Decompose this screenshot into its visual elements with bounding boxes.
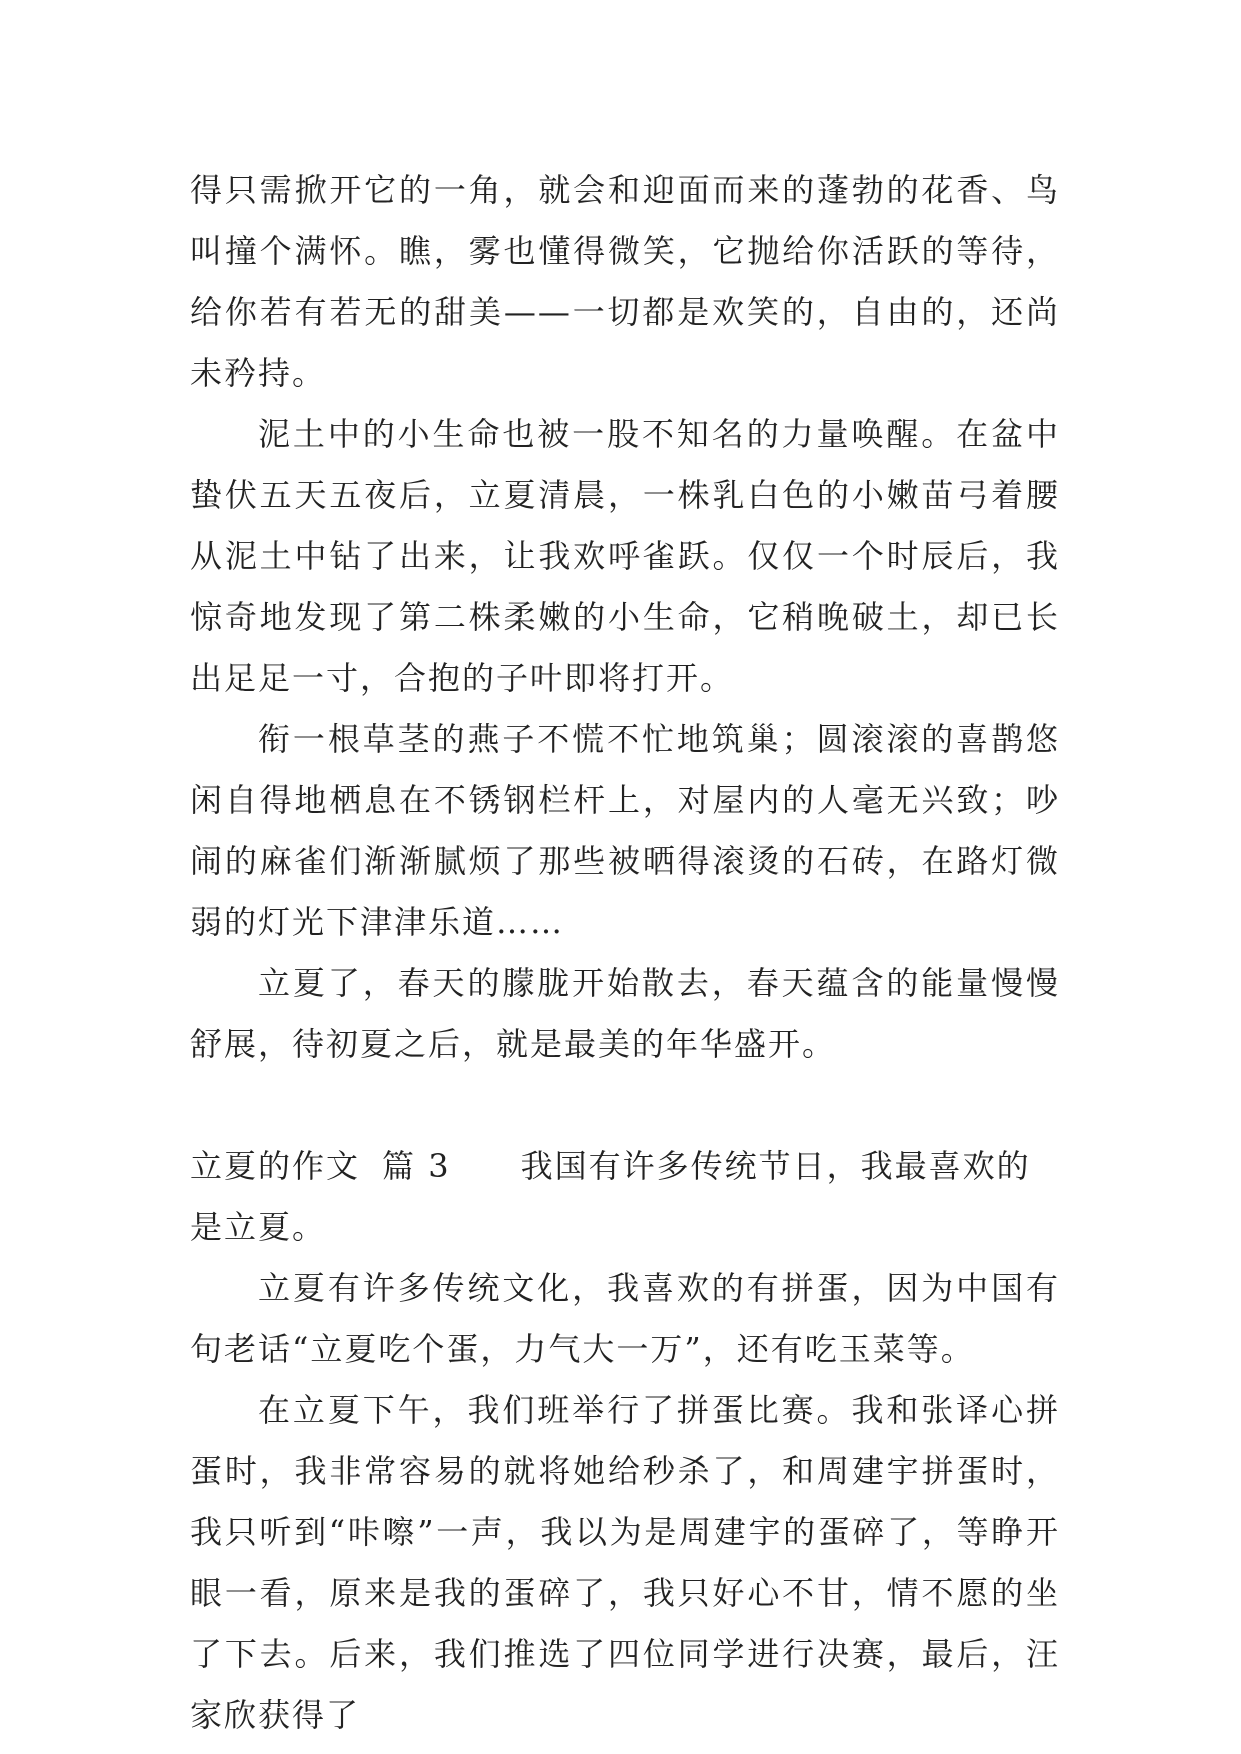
paragraph-seedlings: 泥土中的小生命也被一股不知名的力量唤醒。在盆中蛰伏五天五夜后，立夏清晨，一株乳白色的小嫩苗弓着腰从泥土中钻了出来，让我欢呼雀跃。仅仅一个时辰后，我惊奇地发现了第二株柔嫩的小生命，它稍晚破土，却已长出足足一寸，合抱的子叶即将打开。 [190,415,1060,697]
paragraph-summer-begins: 立夏了，春天的朦胧开始散去，春天蕴含的能量慢慢舒展，待初夏之后，就是最美的年华盛开。 [190,964,1060,1063]
section-title: 立夏的作文 [190,1147,361,1185]
section-number: 篇 3 [382,1147,451,1185]
paragraph-egg-contest: 在立夏下午，我们班举行了拼蛋比赛。我和张译心拼蛋时，我非常容易的就将她给秒杀了，和周建宇拼蛋时，我只听到“咔嚓”一声，我以为是周建宇的蛋碎了，等睁开眼一看，原来是我的蛋碎了，我只好心不甘，情不愿的坐了下去。后来，我们推选了四位同学进行决赛，最后，汪家欣获得了 [190,1391,1060,1734]
paragraph-birds: 衔一根草茎的燕子不慌不忙地筑巢；圆滚滚的喜鹊悠闲自得地栖息在不锈钢栏杆上，对屋内的人毫无兴致；吵闹的麻雀们渐渐腻烦了那些被晒得滚烫的石砖，在路灯微弱的灯光下津津乐道…… [190,720,1060,941]
paragraph-traditions: 立夏有许多传统文化，我喜欢的有拼蛋，因为中国有句老话“立夏吃个蛋，力气大一万”，还有吃玉菜等。 [190,1269,1060,1368]
section-heading [190,1136,1060,1258]
paragraph-continued: 得只需掀开它的一角，就会和迎面而来的蓬勃的花香、鸟叫撞个满怀。瞧，雾也懂得微笑，它抛给你活跃的等待，给你若有若无的甜美——一切都是欢笑的，自由的，还尚未矜持。 [190,171,1060,392]
section-lead: 我国有许多传统节日，我最喜欢的是立夏。 [190,1147,1031,1246]
document-body [190,160,1060,1746]
section-spacer [190,1075,1060,1136]
